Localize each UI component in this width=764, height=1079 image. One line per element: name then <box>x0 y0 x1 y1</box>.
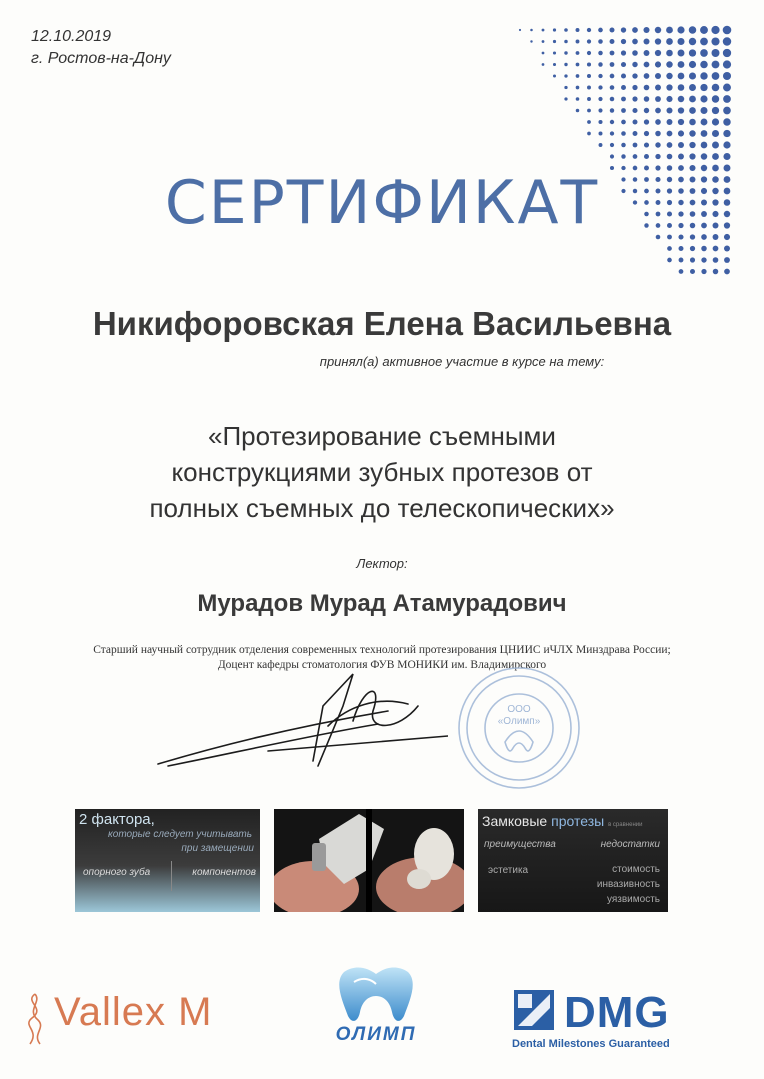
decor-dot <box>667 258 672 263</box>
decor-dot <box>632 96 637 101</box>
decor-dot <box>678 96 684 102</box>
decor-dot <box>576 40 580 44</box>
decor-dot <box>701 119 708 126</box>
decor-dot <box>700 49 708 57</box>
decor-dot <box>689 130 695 136</box>
decor-dot <box>666 27 673 34</box>
decor-dot <box>689 119 696 126</box>
slide-text: уязвимость <box>606 894 660 905</box>
decor-dot <box>610 51 615 56</box>
decor-dot <box>598 62 602 66</box>
decor-dot <box>587 28 591 32</box>
decor-dot <box>587 74 591 78</box>
decor-dot <box>644 108 649 113</box>
decor-dot <box>655 119 661 125</box>
decor-dot <box>610 97 615 102</box>
decor-dot <box>621 120 626 125</box>
decor-dot <box>689 153 695 159</box>
seal-org: ООО <box>507 704 531 715</box>
slide-title: 2 фактора, <box>79 811 155 828</box>
decor-dot <box>678 119 684 125</box>
decor-dot <box>724 269 730 275</box>
decor-dot <box>655 142 660 147</box>
decor-dot <box>679 258 684 263</box>
course-title-line: полных съемных до телескопических» <box>149 493 615 523</box>
decor-dot <box>576 28 580 32</box>
decor-dot <box>690 269 695 274</box>
decor-dot <box>609 27 614 32</box>
vallex-figure-icon <box>18 990 52 1046</box>
decor-dot <box>713 246 719 252</box>
decor-dot <box>598 28 603 33</box>
seal-name: «Олимп» <box>497 716 541 727</box>
decor-dot <box>666 96 672 102</box>
decor-dot <box>678 142 684 148</box>
decor-dot <box>701 153 708 160</box>
decor-dot <box>655 73 661 79</box>
decor-dot <box>576 63 580 67</box>
decor-dot <box>655 27 661 33</box>
decor-dot <box>644 96 650 102</box>
decor-dot <box>621 97 626 102</box>
decor-dot <box>610 39 615 44</box>
decor-dot <box>712 130 719 137</box>
lector-name: Мурадов Мурад Атамурадович <box>197 590 567 617</box>
decor-dot <box>655 96 661 102</box>
olimp-logo <box>306 962 446 1052</box>
decor-dot <box>587 86 591 90</box>
olimp-wordmark: ОЛИМП <box>335 1024 417 1045</box>
decor-dot <box>633 131 638 136</box>
decor-dot <box>700 95 707 102</box>
decor-dot <box>666 38 673 45</box>
decor-dot <box>632 27 638 33</box>
decor-dot <box>666 73 672 79</box>
decor-dot <box>599 132 603 136</box>
decor-dot <box>598 39 603 44</box>
slide-text: при замещении <box>181 843 254 854</box>
decor-dot <box>678 73 685 80</box>
decor-dot <box>564 51 567 54</box>
course-title <box>80 418 684 526</box>
dmg-tagline: Dental Milestones Guaranteed <box>512 1038 670 1050</box>
decor-dot <box>610 154 614 158</box>
lecture-slide-attachments <box>478 809 668 912</box>
slide-title <box>482 813 642 829</box>
decor-dot <box>712 142 719 149</box>
decor-dot <box>530 40 532 42</box>
decor-dot <box>701 257 706 262</box>
decor-dot <box>621 39 626 44</box>
decor-dot <box>689 61 696 68</box>
decor-dot <box>724 257 730 263</box>
decor-dot <box>678 61 685 68</box>
decor-dot <box>587 120 591 124</box>
decor-dot <box>655 154 660 159</box>
decor-dot <box>723 118 731 126</box>
decor-dot <box>564 28 568 32</box>
decor-dot <box>678 154 684 160</box>
slide-divider <box>171 861 172 891</box>
decor-dot <box>621 62 626 67</box>
decor-dot <box>632 62 637 67</box>
issue-date: 12.10.2019 <box>31 28 112 45</box>
decor-dot <box>632 50 638 56</box>
decor-dot <box>553 74 556 77</box>
decor-dot <box>553 40 556 43</box>
decor-dot <box>621 108 626 113</box>
decor-dot <box>644 154 649 159</box>
decor-dot <box>644 50 650 56</box>
decor-dot <box>542 40 545 43</box>
decor-dot <box>587 62 591 66</box>
decor-dot <box>621 73 626 78</box>
decor-dot <box>712 95 719 102</box>
decor-dot <box>644 62 650 68</box>
decor-dot <box>598 51 603 56</box>
slide-text: компонентов <box>192 867 256 878</box>
decor-dot <box>712 61 720 69</box>
decor-dot <box>598 120 602 124</box>
decor-dot <box>610 108 614 112</box>
decor-dot <box>701 269 706 274</box>
participation-note: принял(а) активное участие в курсе на тему: <box>319 354 605 369</box>
decor-dot <box>632 73 637 78</box>
decor-dot <box>667 131 673 137</box>
issue-city: г. Ростов-на-Дону <box>31 50 171 67</box>
decor-dot <box>712 153 719 160</box>
decor-dot <box>621 50 626 55</box>
decor-dot <box>655 131 661 137</box>
decor-dot <box>633 143 638 148</box>
slide-text: которые следует учитывать <box>108 829 252 840</box>
company-seal <box>449 666 589 796</box>
decor-dot <box>576 74 580 78</box>
decor-dot <box>633 154 638 159</box>
lector-position-line: Старший научный сотрудник отделения современных технологий протезирования ЦНИИС иЧЛХ Минздрава России; <box>93 644 671 656</box>
decor-dot <box>553 51 556 54</box>
decor-dot <box>621 154 625 158</box>
decor-dot <box>576 109 580 113</box>
decor-dot <box>723 26 732 35</box>
decor-dot <box>700 107 707 114</box>
decor-dot <box>621 131 626 136</box>
decor-dot <box>598 74 602 78</box>
decor-dot <box>723 60 731 68</box>
decor-dot <box>553 28 556 31</box>
decor-dot <box>644 39 650 45</box>
lector-signature <box>148 666 448 776</box>
decor-dot <box>564 40 568 44</box>
slide-text: стоимость <box>612 864 660 875</box>
slide-text: эстетика <box>488 865 529 876</box>
decor-dot <box>632 108 637 113</box>
decor-dot <box>564 86 567 89</box>
decor-dot <box>542 29 545 32</box>
decor-dot <box>712 84 720 92</box>
decor-dot <box>712 118 719 125</box>
decor-dot <box>655 85 661 91</box>
decor-dot <box>690 257 695 262</box>
decor-dot <box>700 61 708 69</box>
decor-dot <box>701 142 708 149</box>
decor-dot <box>530 29 533 32</box>
decor-dot <box>587 51 591 55</box>
decor-dot <box>644 142 649 147</box>
decor-dot <box>542 52 545 55</box>
decor-dot <box>655 108 661 114</box>
decor-dot <box>666 61 672 67</box>
decor-dot <box>689 26 697 34</box>
decor-dot <box>643 27 649 33</box>
decor-dot <box>632 119 637 124</box>
decor-dot <box>723 84 731 92</box>
decor-dot <box>644 119 649 124</box>
decor-dot <box>667 142 673 148</box>
decor-dot <box>610 120 614 124</box>
decor-dot <box>599 143 603 147</box>
decor-dot <box>712 72 720 80</box>
decor-dot <box>587 132 591 136</box>
dot-pattern-decoration <box>0 0 764 280</box>
slide-title-part: протезы <box>551 813 605 829</box>
decor-dot <box>690 246 695 251</box>
decor-dot <box>621 85 626 90</box>
lecture-slide-factors <box>75 809 260 912</box>
decor-dot <box>519 29 521 31</box>
decor-dot <box>621 143 626 148</box>
decor-dot <box>689 142 695 148</box>
dental-prosthesis-photo <box>274 809 464 912</box>
decor-dot <box>655 50 661 56</box>
decor-dot <box>553 63 556 66</box>
decor-dot <box>711 37 719 45</box>
decor-dot <box>689 107 696 114</box>
decor-dot <box>621 27 626 32</box>
decor-dot <box>723 107 731 115</box>
decor-dot <box>701 130 708 137</box>
decor-dot <box>711 26 719 34</box>
slide-text: опорного зуба <box>83 867 151 878</box>
dmg-logo <box>512 988 712 1058</box>
decor-dot <box>723 130 730 137</box>
decor-dot <box>632 85 637 90</box>
decor-dot <box>666 50 673 57</box>
decor-dot <box>723 95 731 103</box>
tooth-icon <box>306 962 446 1026</box>
decor-dot <box>610 74 615 79</box>
decor-dot <box>587 97 591 101</box>
decor-dot <box>667 246 672 251</box>
decor-dot <box>598 108 602 112</box>
dmg-wordmark: DMG <box>564 988 670 1037</box>
decor-dot <box>564 97 567 100</box>
decor-dot <box>610 62 615 67</box>
course-title-line: конструкциями зубных протезов от <box>171 457 593 487</box>
course-title-line: «Протезирование съемными <box>208 421 556 451</box>
decor-dot <box>576 97 580 101</box>
decor-dot <box>644 131 649 136</box>
decor-dot <box>713 257 719 263</box>
decor-dot <box>564 74 567 77</box>
lector-position-line: Доцент кафедры стоматология ФУВ МОНИКИ им. Владимирского <box>217 659 547 671</box>
decor-dot <box>677 38 684 45</box>
decor-dot <box>576 51 580 55</box>
decor-dot <box>678 107 684 113</box>
decor-dot <box>712 107 719 114</box>
decor-dot <box>610 131 614 135</box>
decor-dot <box>701 246 707 252</box>
decor-dot <box>610 143 614 147</box>
decor-dot <box>723 37 731 45</box>
slide-title-part: Замковые <box>482 813 552 829</box>
decor-dot <box>564 63 567 66</box>
decor-dot <box>678 50 685 57</box>
decor-dot <box>655 38 661 44</box>
decor-dot <box>587 39 591 43</box>
decor-dot <box>689 49 696 56</box>
decor-dot <box>598 85 602 89</box>
slide-title-part: в сравнении <box>608 822 643 828</box>
decor-dot <box>610 85 615 90</box>
decor-dot <box>678 130 684 136</box>
decor-dot <box>700 38 708 46</box>
decor-dot <box>666 107 672 113</box>
decor-dot <box>689 72 696 79</box>
recipient-name: Никифоровская Елена Васильевна <box>92 305 672 342</box>
slide-text: преимущества <box>484 839 556 850</box>
decor-dot <box>587 109 591 113</box>
decor-dot <box>655 61 661 67</box>
decor-dot <box>632 39 638 45</box>
decor-dot <box>689 84 696 91</box>
slide-text: инвазивность <box>596 879 660 890</box>
decor-dot <box>700 26 708 34</box>
decor-dot <box>667 154 673 160</box>
decor-dot <box>678 84 685 91</box>
decor-dot <box>700 84 707 91</box>
decor-dot <box>723 141 730 148</box>
decor-dot <box>598 97 602 101</box>
certificate-title: СЕРТИФИКАТ <box>164 168 600 238</box>
decor-dot <box>723 49 731 57</box>
decor-dot <box>542 63 545 66</box>
decor-dot <box>689 38 696 45</box>
decor-dot <box>677 26 684 33</box>
vallex-logo <box>18 990 258 1050</box>
decor-dot <box>644 85 650 91</box>
decor-dot <box>689 96 696 103</box>
decor-dot <box>576 86 580 90</box>
slide-text: недостатки <box>600 839 660 850</box>
decor-dot <box>713 269 718 274</box>
dmg-square-icon <box>512 988 556 1032</box>
decor-dot <box>700 72 707 79</box>
decor-dot <box>723 153 730 160</box>
decor-dot <box>666 84 672 90</box>
decor-dot <box>667 119 673 125</box>
decor-dot <box>679 269 684 274</box>
decor-dot <box>723 72 731 80</box>
decor-dot <box>712 49 720 57</box>
decor-dot <box>644 73 650 79</box>
decor-dot <box>678 246 683 251</box>
decor-dot <box>724 245 730 251</box>
vallex-wordmark: Vallex M <box>54 990 213 1034</box>
lector-label: Лектор: <box>356 556 408 571</box>
